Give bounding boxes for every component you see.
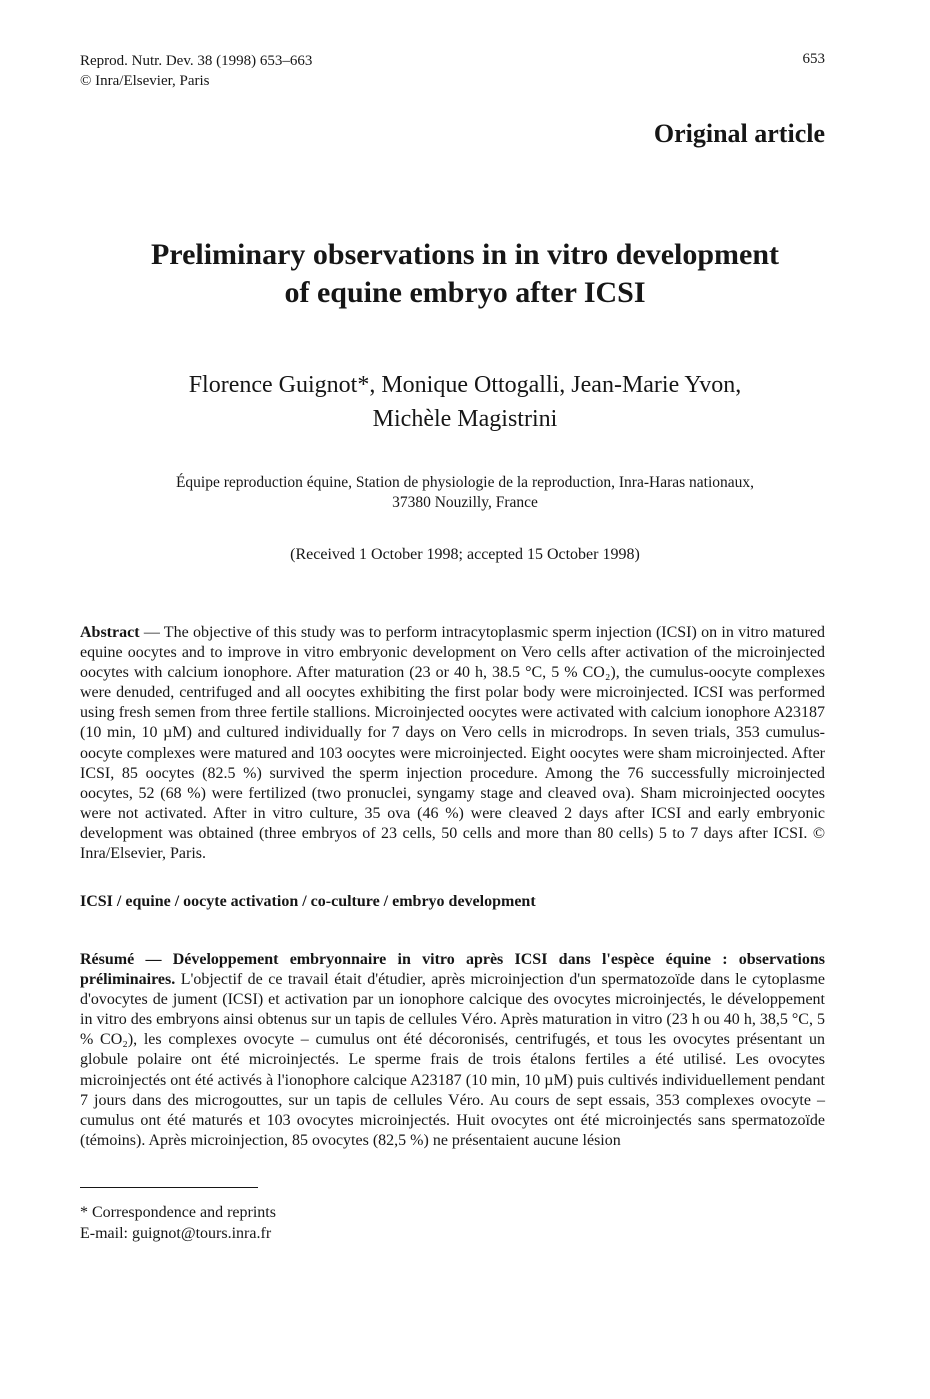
section-label: Original article xyxy=(653,119,825,148)
abstract-text: — The objective of this study was to perform intracytoplasmic sperm injection (ICSI) on in vitro matured equine oocytes and to improve in vitro embryonic development on Vero cells after activation of the microinjected oocytes with calcium ionophore. After maturation (23 or 40 h, 38.5 °C, 5 % CO₂), the cumulus-oocyte complexes were denuded, centrifuged and all oocytes exhibiting the first polar body were microinjected. ICSI was performed using fresh semen from three fertile stallions. Microinjected oocytes were activated with calcium ionophore A23187 (10 min, 10 µM) and cultured individually for 7 days on Vero cells in microdrops. In seven trials, 353 cumulus-oocyte complexes were matured and 103 oocytes were microinjected. Eight oocytes were sham microinjected. After ICSI, 85 oocytes (82.5 %) survived the sperm injection procedure. Among the 76 successfully microinjected oocytes, 52 (68 %) were fertilized (two pronuclei, syngamy stage and cleaved ova). Sham microinjected oocytes were not activated. After in vitro culture, 35 ova (46 %) were cleaved 2 days after ICSI and early embryonic development was obtained (three embryos of 23 cells, 50 cells and more than 80 cells) 5 to 7 days after ICSI. © Inra/Elsevier, Paris. xyxy=(80,624,825,863)
authors-line: Florence Guignot*, Monique Ottogalli, Jean-Marie Yvon, xyxy=(188,372,742,398)
footnote-email: E-mail: guignot@tours.inra.fr xyxy=(80,1225,272,1242)
abstract-label: Abstract xyxy=(80,624,140,641)
footnote-divider xyxy=(80,1187,258,1188)
keywords: ICSI / equine / oocyte activation / co-culture / embryo development xyxy=(80,893,536,910)
resume-text: L'objectif de ce travail était d'étudier, après microinjection d'un spermatozoïde dans le cytoplasme d'ovocytes de jument (ICSI) et activation par un ionophore calcique des ovocytes microinjectés, le développement in vitro des embryons ainsi obtenus sur un tapis de cellules Véro. Après maturation in vitro (23 h ou 40 h, 38,5 °C, 5 % CO₂), les complexes ovocyte – cumulus ont été décoronisés, centrifugés, et tous les ovocytes présentant un globule polaire ont été microinjectés. Le sperme frais de trois étalons fertiles a été utilisé. Les ovocytes microinjectés ont été activés à l'ionophore calcique A23187 (10 min, 10 µM) puis cultivés individuellement pendant 7 jours dans des microgouttes, sur un tapis de cellules Véro. Au cours de sept essais, 353 complexes ovocyte – cumulus ont été maturés et 103 ovocytes microinjectés. Huit ovocytes ont été microinjectés sans spermatozoïde (témoins). Après microinjection, 85 ovocytes (82,5 %) ne présentaient aucune lésion xyxy=(80,971,825,1149)
abstract-paragraph xyxy=(80,623,825,864)
received-dates: (Received 1 October 1998; accepted 15 October 1998) xyxy=(290,546,640,563)
journal-citation: Reprod. Nutr. Dev. 38 (1998) 653–663 xyxy=(80,53,313,69)
resume-heading: Résumé — Développement embryonnaire in vitro après ICSI dans l'espèce équine : observations préliminaires. xyxy=(80,951,825,989)
title-line: Preliminary observations in in vitro development xyxy=(150,238,780,271)
footnote-correspondence: * Correspondence and reprints xyxy=(80,1204,276,1221)
authors-line: Michèle Magistrini xyxy=(372,406,558,432)
footnote xyxy=(80,1202,276,1244)
article-title xyxy=(0,236,930,312)
page-number: 653 xyxy=(802,51,825,67)
copyright-line: © Inra/Elsevier, Paris xyxy=(80,73,210,89)
affiliation xyxy=(0,473,930,513)
title-line: of equine embryo after ICSI xyxy=(284,276,646,309)
resume-paragraph xyxy=(80,950,825,1151)
affiliation-line: Équipe reproduction équine, Station de physiologie de la reproduction, Inra-Haras nationaux, xyxy=(175,474,755,491)
running-header xyxy=(80,51,312,91)
affiliation-line: 37380 Nouzilly, France xyxy=(392,494,538,511)
author-list xyxy=(0,368,930,436)
